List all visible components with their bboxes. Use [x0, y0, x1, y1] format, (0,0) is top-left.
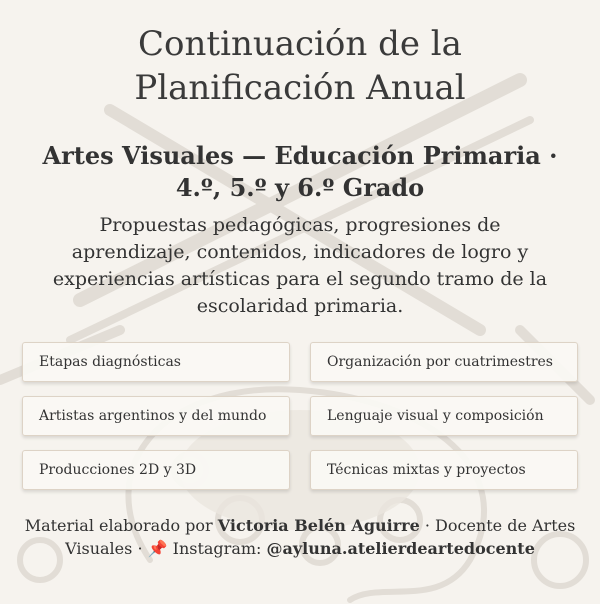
description-line: escolaridad primaria. [196, 295, 404, 317]
page-subtitle [0, 140, 600, 204]
credits-footer [20, 514, 580, 560]
description [20, 212, 580, 320]
topic-card: Técnicas mixtas y proyectos [310, 450, 578, 490]
topic-card: Etapas diagnósticas [22, 342, 290, 382]
title-line-1: Continuación de la [138, 24, 462, 64]
credits-role-cont: Visuales · [65, 539, 148, 558]
description-line: aprendizaje, contenidos, indicadores de logro y [71, 241, 529, 263]
topics-grid [22, 342, 578, 490]
description-line: experiencias artísticas para el segundo tramo de la [52, 268, 548, 290]
topic-card: Lenguaje visual y composición [310, 396, 578, 436]
topic-card: Producciones 2D y 3D [22, 450, 290, 490]
credits-role: · Docente de Artes [419, 516, 576, 535]
author-name: Victoria Belén Aguirre [217, 516, 420, 535]
credits-prefix: Material elaborado por [24, 516, 218, 535]
instagram-label: Instagram: [167, 539, 267, 558]
title-line-2: Planificación Anual [134, 68, 466, 108]
subtitle-line-2: 4.º, 5.º y 6.º Grado [175, 173, 425, 202]
description-line: Propuestas pedagógicas, progresiones de [99, 214, 501, 236]
instagram-handle: @ayluna.atelierdeartedocente [266, 539, 535, 558]
page-title [0, 22, 600, 110]
topic-card: Artistas argentinos y del mundo [22, 396, 290, 436]
pin-icon: 📌 [147, 539, 168, 558]
topic-card: Organización por cuatrimestres [310, 342, 578, 382]
subtitle-line-1: Artes Visuales — Educación Primaria · [42, 141, 558, 170]
